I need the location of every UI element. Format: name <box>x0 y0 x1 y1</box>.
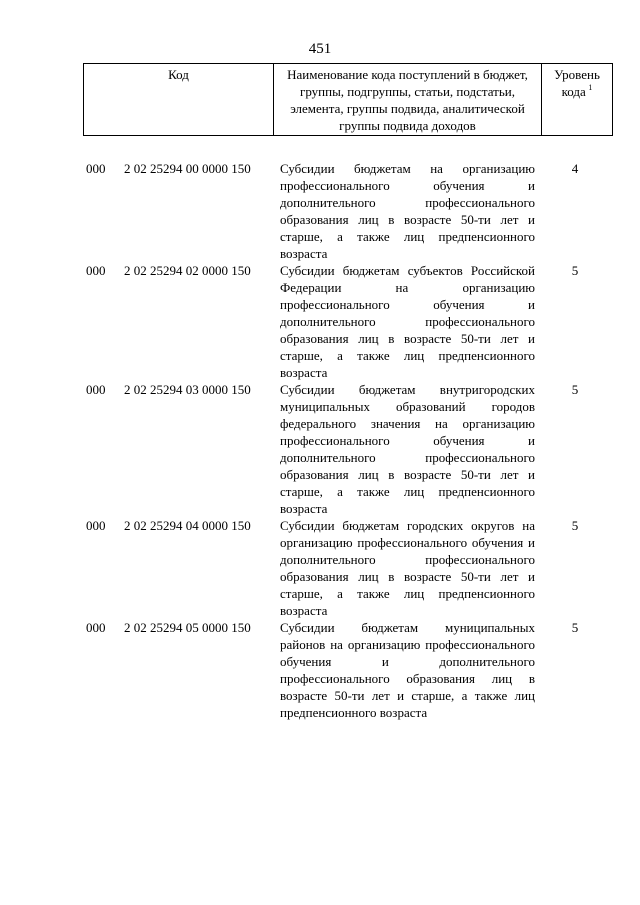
admin-code: 000 <box>86 620 106 635</box>
header-level <box>542 64 613 136</box>
header-level-label: Уровень кода <box>554 67 600 99</box>
table-row <box>83 160 579 262</box>
admin-code: 000 <box>86 263 106 278</box>
revenue-code: 2 02 25294 02 0000 150 <box>124 263 251 278</box>
code-level: 5 <box>571 518 579 533</box>
revenue-name: Субсидии бюджетам на организацию профессионального обучения и дополнительного профессионального образования лиц в возрасте 50-ти лет и старше, а также лиц предпенсионного возраста <box>280 161 535 261</box>
table-body <box>83 160 579 721</box>
table-header <box>83 63 613 136</box>
admin-code: 000 <box>86 161 106 176</box>
code-level: 5 <box>571 382 579 397</box>
table-row <box>83 381 579 517</box>
revenue-name: Субсидии бюджетам муниципальных районов на организацию профессионального обучения и дополнительного профессионального образования лиц в возрасте 50-ти лет и старше, а также лиц предпенсионного возраста <box>280 620 535 720</box>
code-level: 5 <box>571 620 579 635</box>
table-row <box>83 619 579 721</box>
page-number: 451 <box>308 41 332 57</box>
revenue-code: 2 02 25294 00 0000 150 <box>124 161 251 176</box>
header-code: Код <box>84 64 274 136</box>
admin-code: 000 <box>86 382 106 397</box>
header-name: Наименование кода поступлений в бюджет, группы, подгруппы, статьи, подстатьи, элемента, группы подвида, аналитической группы подвида доходов <box>274 64 542 136</box>
code-level: 5 <box>571 263 579 278</box>
code-level: 4 <box>571 161 579 176</box>
revenue-name: Субсидии бюджетам субъектов Российской Федерации на организацию профессионального обучения и дополнительного профессионального образования лиц в возрасте 50-ти лет и старше, а также лиц предпенсионного возраста <box>280 263 535 380</box>
revenue-code: 2 02 25294 04 0000 150 <box>124 518 251 533</box>
revenue-name: Субсидии бюджетам внутригородских муниципальных образований городов федерального значения на организацию профессионального обучения и дополнительного профессионального образования лиц в возрасте 50-ти лет и старше, а также лиц предпенсионного возраста <box>280 382 535 516</box>
revenue-code: 2 02 25294 03 0000 150 <box>124 382 251 397</box>
revenue-code: 2 02 25294 05 0000 150 <box>124 620 251 635</box>
revenue-name: Субсидии бюджетам городских округов на организацию профессионального обучения и дополнительного профессионального образования лиц в возрасте 50-ти лет и старше, а также лиц предпенсионного возраста <box>280 518 535 618</box>
table-row <box>83 262 579 381</box>
header-level-footnote: 1 <box>588 83 593 92</box>
table-row <box>83 517 579 619</box>
admin-code: 000 <box>86 518 106 533</box>
